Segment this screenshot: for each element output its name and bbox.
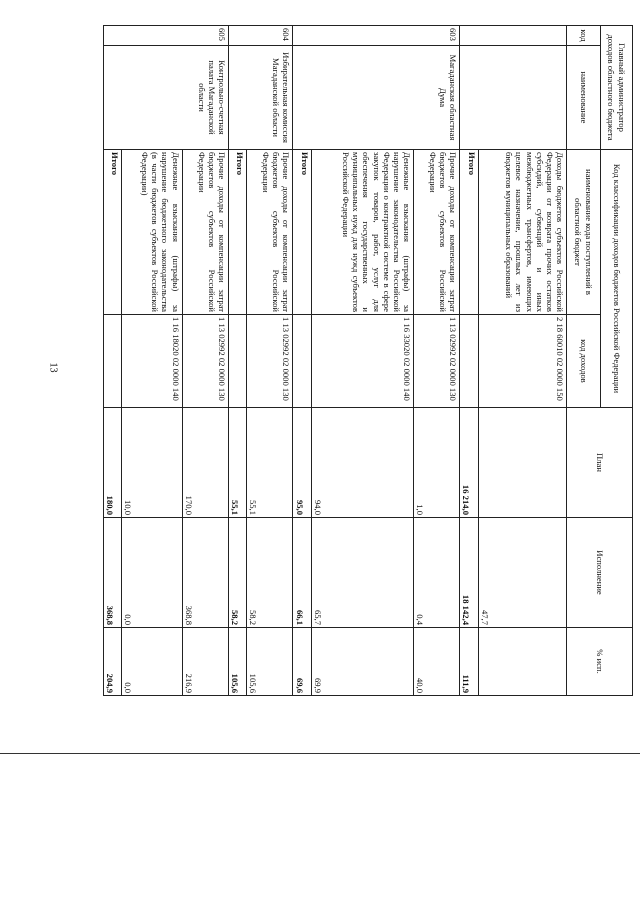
total-percent: 69,6: [293, 628, 311, 696]
exec-value: 0,0: [122, 518, 182, 628]
header-name: наименование: [567, 46, 601, 150]
table-row: [247, 26, 293, 696]
budget-table-container: [103, 25, 633, 695]
total-label: Итого: [228, 150, 246, 315]
total-plan: 55,1: [228, 408, 246, 518]
plan-value: 1,0: [414, 408, 460, 518]
total-label: Итого: [104, 150, 122, 315]
income-name: Доходы бюджетов субъектов Российской Федерации от возврата прочих остатков субсидий, субвенций и иных межбюджетных трансфертов, имеющих целевое назначение, прошлых лет из бюджетов муниципальных образований: [478, 150, 566, 315]
total-percent: 105,6: [228, 628, 246, 696]
header-code: код: [567, 26, 601, 46]
plan-value: [478, 408, 566, 518]
table-row: [414, 26, 460, 696]
income-code: 1 13 02992 02 0000 130: [414, 315, 460, 408]
header-plan: План: [567, 408, 633, 518]
total-percent: 111,9: [460, 628, 478, 696]
income-code: 1 16 18020 02 0000 140: [122, 315, 182, 408]
plan-value: 55,1: [247, 408, 293, 518]
exec-value: 47,7: [478, 518, 566, 628]
total-label: Итого: [293, 150, 311, 315]
income-code: 2 18 60010 02 0000 150: [478, 315, 566, 408]
admin-code: 603: [293, 26, 460, 46]
admin-name: [460, 46, 567, 150]
budget-income-table: [103, 25, 633, 696]
total-plan: 95,0: [293, 408, 311, 518]
plan-value: 94,0: [311, 408, 413, 518]
total-percent: 204,9: [104, 628, 122, 696]
percent-value: 216,9: [182, 628, 228, 696]
percent-value: 69,9: [311, 628, 413, 696]
total-exec: 368,8: [104, 518, 122, 628]
header-income-name: наименование кода поступлений в областной бюджет: [567, 150, 601, 315]
percent-value: 0,0: [122, 628, 182, 696]
total-exec: 18 142,4: [460, 518, 478, 628]
percent-value: 105,6: [247, 628, 293, 696]
income-code: 1 16 33020 02 0000 140: [311, 315, 413, 408]
income-code: 1 13 02992 02 0000 130: [182, 315, 228, 408]
admin-name: Избирательная комиссия Магаданской области: [228, 46, 293, 150]
exec-value: 0,4: [414, 518, 460, 628]
admin-code: 604: [228, 26, 293, 46]
percent-value: [478, 628, 566, 696]
admin-name: Магаданская областная Дума: [293, 46, 460, 150]
income-name: Прочие доходы от компенсации затрат бюджетов субъектов Российской Федерации: [414, 150, 460, 315]
header-kbk-group: Код классификации доходов бюджетов Российской Федерации: [601, 150, 633, 408]
total-label: Итого: [460, 150, 478, 315]
plan-value: 10,0: [122, 408, 182, 518]
total-plan: 16 214,0: [460, 408, 478, 518]
table-row: [478, 26, 566, 696]
header-execution: Исполнение: [567, 518, 633, 628]
income-name: Денежные взыскания (штрафы) за нарушение законодательства Российской Федерации о контрактной системе в сфере закупок товаров, работ, услуг для обеспечения государственных и муниципальных нужд для нужд субъектов Российской Федерации: [311, 150, 413, 315]
admin-name: Контрольно-счетная палата Магаданской области: [104, 46, 229, 150]
total-exec: 66,1: [293, 518, 311, 628]
total-plan: 180,0: [104, 408, 122, 518]
admin-code: 605: [104, 26, 229, 46]
income-name: Денежные взыскания (штрафы) за нарушение бюджетного законодательства (в части бюджетов субъектов Российской Федерации): [122, 150, 182, 315]
page-divider: [0, 753, 640, 754]
header-percent: % исп.: [567, 628, 633, 696]
plan-value: 170,0: [182, 408, 228, 518]
admin-code: [460, 26, 567, 46]
income-code: 1 13 02992 02 0000 130: [247, 315, 293, 408]
percent-value: 40,0: [414, 628, 460, 696]
income-name: Прочие доходы от компенсации затрат бюджетов субъектов Российской Федерации: [182, 150, 228, 315]
exec-value: 65,7: [311, 518, 413, 628]
exec-value: 368,8: [182, 518, 228, 628]
page-number: 13: [47, 362, 59, 373]
exec-value: 58,2: [247, 518, 293, 628]
header-income-code: код доходов: [567, 315, 601, 408]
table-row: [182, 26, 228, 696]
income-name: Прочие доходы от компенсации затрат бюджетов субъектов Российской Федерации: [247, 150, 293, 315]
total-exec: 58,2: [228, 518, 246, 628]
header-admin-group: Главный администратор доходов областного бюджета: [601, 26, 633, 150]
